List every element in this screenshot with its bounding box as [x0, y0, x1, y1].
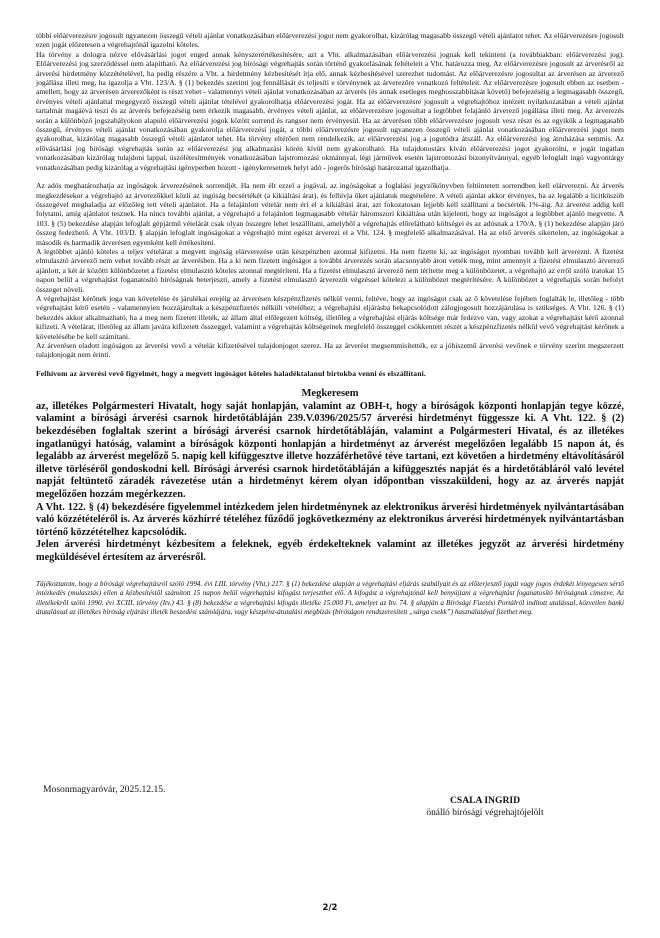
paragraph-payment-obligation: A legtöbbet ajánló köteles a teljes vételárat a megvett ingóság elárverezése után készpénzben azonnal kifizetni. Ha nem fizette ki, az ingóságot nyomban tovább kell árverezni. A fizetést elmulasztó árverező nem vehet tovább részt az árverésben. Ha a ki nem fizetett ingóságot a további árverezés során alacsonyabb áron vették meg, mint amennyit a fizetést elmulasztó árverező ajánlott, a két ár közötti különbözetet a fizetést elmulasztó köteles azonnal megtéríteni. Ha a fizetést elmulasztó árverező nem térítette meg a különbözetet, a végrehajtó az erről szóló iratokat 15 napon belül a végrehajtást foganatosító bíróságnak beterjeszti, amely a fizetést elmulasztó árverezőt végzéssel kötelezi a különbözet megtérítésére. A különbözet a végrehajtás során befolyt összeget növeli.: [36, 246, 624, 294]
request-paragraph-publication: az, illetékes Polgármesteri Hivatalt, hogy saját honlapján, valamint az OBH-t, hogy a bíróságok központi honlapján tegye közzé, valamint a bírósági árverési csarnok hirdetőtábláján 239.V.0396/2025/57 árverési hirdetményt függessze ki. A Vht. 122. § (2) bekezdésében foglaltak szerint a bírósági árverési csarnok hirdetőtábláján, valamint a Polgármesteri Hivatal, és az illetékes ingatlanügyi hatóság, valamint a bíróságok központi honlapján a hirdetményt az árverést megelőzően legalább 15 napon át, és legalább az árverést megelőző 5. napig kell kifüggesztve illetve hozzáférhetővé téve tartani, ezt követően a hirdetmény eltávolításáról illetve törléséről gondoskodni kell. Bírósági árverési csarnok hirdetőtábláján a kifüggesztés napját és a hirdetőtábláról való levétel napját feltüntető záradék rávezetése után a hirdetményt kérem olyan időpontban visszaküldeni, hogy az az árverés napját megelőzően hozzám megérkezzen.: [36, 400, 624, 500]
paragraph-pre-auction-rights: Ha törvény a dologra nézve elővásárlási jogot enged annak kényszerértékesítésére, azt a Vht. alkalmazásában előárverezési jognak kell tekinteni (a továbbiakban: előárverezési jog). Előárverezési jog szerződéssel nem alapítható. Az előárverezési jog bírósági végrehajtás során történő gyakorlásának feltételeit a Vht. határozza meg. Az előárverezésre jogosult az árverésről az árverési hirdetmény közzétételével, ha pedig részére a Vht. a hirdetmény kézbesítését írja elő, annak kézbesítésével szerezhet tudomást. Az előárverezésre jogosultat az árverésen az árverező jogállása illeti meg, ha igazolja a Vht. 123/A. § (1) bekezdés szerinti jog fennállását és teljesíti e törvénynek az árverezőre vonatkozó feltételeit. Az előárverezésre jogosult ebben az esetben - amellett, hogy az árverésen árverezőként is részt vehet - valamennyi vételi ajánlat vonatkozásában az árverés (és annak esetleges meghosszabbítását követő) befejezéséig a legmagasabb összegű, érvényes vételi ajánlattal megegyező összegű vételi ajánlat tételével gyakorolhatja előárverezési jogát. Ha az előárverezésre jogosult a végrehajtóhoz intézett nyilatkozatában a vételi ajánlat tartalmát magáévá teszi és az árverés befejezéséig nem érkezik magasabb, érvényes vételi ajánlat, az előárverezésre jogosultat a legtöbbet felajánló árverező jogállása illeti meg. Az árverezés során a különböző jogszabályokon alapuló előárverezési jogok között sorrend és rangsor nem érvényesül. Ha az árverésen több előárverezésre jogosult vesz részt és az egyikük a legmagasabb összegű, érvényes vételi ajánlat vonatkozásában gyakorolja előárverezési jogát, a többi előárverezésre jogosult ugyanezen összegű vételi ajánlat vonatkozásában előárverezési jogot nem gyakorolhat, kizárólag magasabb összegű vételi ajánlatot tehet. Ha törvény eltérően nem rendelkezik, az előárverezési jog a jogutódra átszáll. Az előárverezési jog átruházása semmis. Az elővásárlási jog bírósági végrehajtás során az előárverezési jog alkalmazási körén kívül nem gyakorolható. Ha tulajdonostárs kíván előárverezési jogot gyakorolni, e jogát ingatlan vonatkozásában kizárólag tulajdoni lappal, úszólétesítmények vonatkozásában lajstromozási okmánnyal, légi járművek esetén lajstromozási bizonyítvánnyal, egyéb lefoglalt ingó vagyontárgy vonatkozásában pedig kizárólag a végrehajtási igényperben hozott - igénykeresetnek helyt adó - jogerős bírósági határozattal igazolhatja.: [36, 49, 624, 172]
signature-block: [400, 795, 570, 819]
buyer-notice: Felhívom az árverési vevő figyelmét, hogy a megvett ingóságot köteles haladéktalanul birtokba venni és elszállítani.: [36, 368, 426, 378]
section-gap: [36, 378, 624, 388]
section-gap: [36, 565, 624, 580]
paragraph-gap: [36, 360, 624, 369]
document-body: [36, 31, 624, 618]
signatory-name: CSALA INGRID: [449, 795, 521, 806]
request-paragraph-electronic: A Vht. 122. § (4) bekezdésére figyelemmel intézkedem jelen hirdetménynek az elektronikus árverési hirdetmények nyilvántartásában való közzétételéről is. Az árverés közhírré tételéhez fűződő jogkövetkezmény az elektronikus árverési hirdetmények nyilvántartásban történő közzétételhez kapcsolódik.: [36, 501, 624, 538]
page-number: 2/2: [322, 903, 338, 913]
paragraph-pre-auction-rights-end: többi előárverezésre jogosult ugyanezen összegű vételi ajánlat vonatkozásában előárverezési jogot nem gyakorolhat, kizárólag magasabb összegű vételi ajánlatot tehet. Az előárverezésre jogosult ezen jogát előzetesen a végrehajtónál igazolni köteles.: [36, 31, 624, 50]
request-title: Megkeresem: [301, 388, 359, 400]
request-paragraph-delivery: Jelen árverési hirdetményt kézbesítem a feleknek, egyéb érdekelteknek valamint az illetékes jegyzőt az árverési hirdetmény megküldésével értesítem az árverésről.: [36, 539, 624, 563]
place-and-date: Mosonmagyaróvár, 2025.12.15.: [43, 784, 166, 795]
legal-remedy-info: Tájékoztatom, hogy a bírósági végrehajtásról szóló 1994. évi LIII. törvény (Vht.) 217. § (1) bekezdése alapján a végrehajtási eljárás szabályait és az előterjesztő jogát vagy jogos érdekét lényegesen sértő intézkedés (mulasztás) ellen a kézbesítéstől számított 15 napon belül végrehajtási kifogást terjeszthet elő. A kifogást a végrehajtónál kell benyújtani a végrehajtást foganatosító bíróságnak címezve. Az illetékekről szóló 1990. évi XCIII. törvény (Itv.) 43. § (8) bekezdése a végrehajtási kifogás illetéke 15.000 Ft, amelyet az Itv. 74. § alapján a Bírósági Fizetési Portálról indított utalással, közvetlen banki átutalással az illetékes bíróság eljárási illeték beszedési számlájára, vagy készpénz-átutalási megbízás (bíróságon rendszeresített „sárga csekk”) használatával fizethet meg.: [36, 579, 624, 617]
paragraph-gap: [36, 172, 624, 181]
paragraph-ownership: Az árverésen eladott ingóságon az árverési vevő a vételár kifizetésével tulajdonjogot szerez. Ha az árverést megsemmisítették, ez a jóhiszemű árverési vevőnek e törvény szerint megszerzett tulajdonjogát nem érinti.: [36, 341, 624, 360]
paragraph-creditor-purchase: A végrehajtást kérőnek joga van követelése és járulékai erejéig az árverésen készpénzfizetés nélkül venni, feltéve, hogy az ingóságot csak az ő követelése fejében foglalták le, illetőleg - több végrehajtást kérő esetén - valamennyien hozzájárultak a készpénzfizetés nélküli vételéhez; a végrehajtási eljárásba bekapcsolódott zálogjogosult hozzájárulása is szükséges. A Vht. 126. § (1) bekezdés akkor alkalmazható, ha a meg nem fizetett illeték, az állam által előlegezett költség, illetőleg a végrehajtási eljárás költsége már fedezve van, vagy azokat a végrehajtást kérő azonnal kifizeti. A vételárat, illetőleg az állam javára kifizetett összeggel, valamint a végrehajtás költségeinek megfelelő összeggel csökkentett részét a készpénzfizetés nélkül vevő végrehajtást kérőnek a követelésébe be kell számítani.: [36, 293, 624, 341]
signatory-title: önálló bírósági végrehajtójelölt: [426, 808, 544, 818]
paragraph-auction-order: Az adós meghatározhatja az ingóságok árverezésének sorrendjét. Ha nem élt ezzel a jogával, az ingóságokat a foglalási jegyzőkönyvben feltüntetett sorrendben kell elárverezni. Az árverés megkezdésekor a végrehajtó az árverezőkkel közli az ingóság becsértékét (a kikiáltási árat), és felhívja őket ajánlatuk megtételére. A vételi ajánlat akkor érvényes, ha az legalább a licitküszöb összegével meghaladja az előzőleg tett vételi ajánlatot. Ha a felajánlott vételár nem éri el a kikiáltási árat, azt fokozatosan lejjebb kell szállítani a becsérték 1%-áig. Az árverést addig kell folytatni, amíg ajánlatot tesznek. Ha nincs további ajánlat, a végrehajtó a felajánlott legmagasabb vételár háromszori kikiáltása után kijelenti, hogy az ingóságot a legtöbbet ajánló megvette. A 103. § (5) bekezdése alapján lefoglalt gépjármű vételárát csak olyan összegre lehet leszállítani, amelyből a végrehajtás előrelátható költségei és az adósnak a 170/A. § (1) bekezdése alapján járó összeg fedezhető. A Vht. 103/D. § alapján lefoglalt ingóságokat a végrehajtó mint egészt árverezi el a Vht. 124. § megfelelő alkalmazásával. Ha az első árverés sikertelen, az ingóságokat a második és harmadik árverésen egyenként kell értékesíteni.: [36, 181, 624, 247]
